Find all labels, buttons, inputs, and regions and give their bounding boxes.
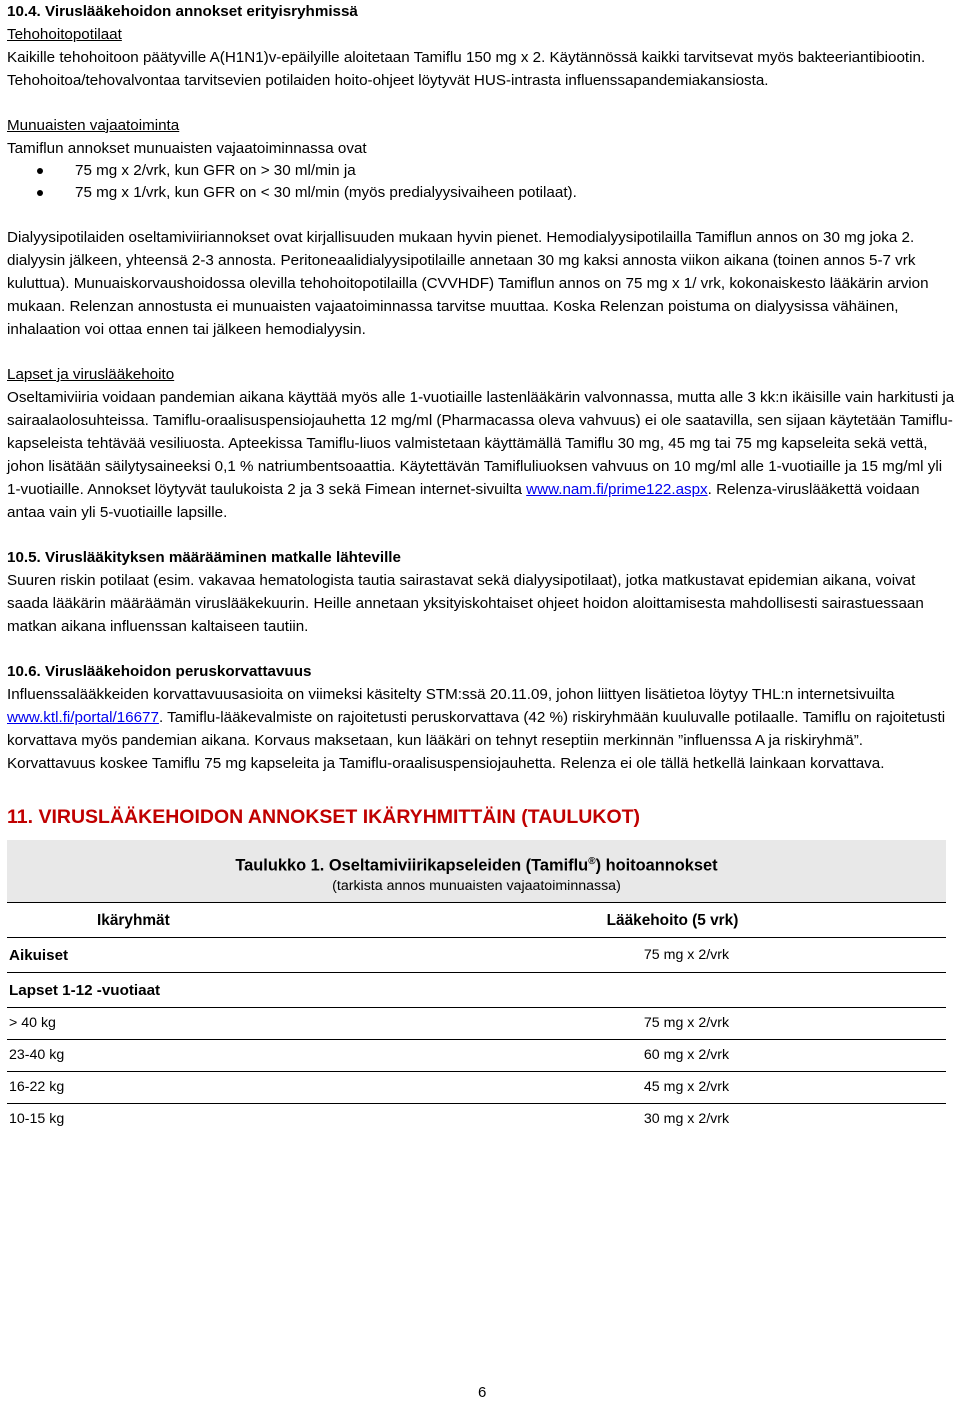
table-caption (7, 840, 946, 903)
renal-dose-list (7, 160, 955, 204)
dose-cell: 45 mg x 2/vrk (399, 1072, 946, 1104)
dose-cell: 60 mg x 2/vrk (399, 1040, 946, 1072)
age-cell: Lapset 1-12 -vuotiaat (7, 973, 399, 1008)
icu-subheading: Tehohoitopotilaat (7, 26, 122, 43)
reimbursement-paragraph (7, 683, 955, 775)
dosage-table (7, 840, 946, 1135)
dose-cell: 75 mg x 2/vrk (399, 938, 946, 973)
table-row (7, 1008, 946, 1040)
age-cell: 23-40 kg (7, 1040, 399, 1072)
fimea-link[interactable]: www.nam.fi/prime122.aspx (526, 481, 708, 498)
dialysis-paragraph: Dialyysipotilaiden oseltamiviiriannokset ovat kirjallisuuden mukaan hyvin pienet. Hemodialyysipotilailla Tamiflun annos on 30 mg joka 2. dialyysin jälkeen, yhteensä 2-3 annosta. Peritoneaalidialyysipotilaille annetaan 30 mg kaksi annosta viikon aikana (toinen annos 5-7 vrk kuluttua). Munuaiskorvaushoidossa olevilla tehohoitopotilailla (CVVHDF) Tamiflun annos on 75 mg x 1/ vrk, kokonaiskesto lääkärin arvion mukaan. Relenzan annostusta ei munuaisten vajaatoiminnassa tarvitse muuttaa. Koska Relenzan poistuma on dialyysissa vähäinen, inhalaation voi ottaa ennen tai jälkeen hemodialyysin. (7, 229, 929, 338)
children-paragraph (7, 386, 955, 524)
section-10-6-heading: 10.6. Viruslääkehoidon peruskorvattavuus (7, 663, 312, 680)
table-row (7, 1040, 946, 1072)
table-row (7, 938, 946, 973)
dose-cell: 30 mg x 2/vrk (399, 1104, 946, 1136)
renal-subheading: Munuaisten vajaatoiminta (7, 117, 180, 134)
dose-cell: 75 mg x 2/vrk (399, 1008, 946, 1040)
table-subtitle: (tarkista annos munuaisten vajaatoiminnassa) (332, 878, 621, 895)
reimbursement-text-2: . Tamiflu-lääkevalmiste on rajoitetusti peruskorvattava (42 %) riskiryhmään kuuluvalle potilaalle. Tamiflu on rajoitetusti korvattava myös pandemian aikana. Korvaus maksetaan, kun lääkäri on tehnyt reseptiin merkinnän ”influenssa A ja riskiryhmä”. Korvattavuus koskee Tamiflu 75 mg kapseleita ja Tamiflu-oraalisuspensiojauhetta. Relenza ei ole tällä hetkellä lainkaan korvattava. (7, 709, 946, 772)
table-row (7, 1072, 946, 1104)
children-subheading: Lapset ja viruslääkehoito (7, 366, 175, 383)
column-header-age: Ikäryhmät (7, 903, 399, 938)
thl-link[interactable]: www.ktl.fi/portal/16677 (7, 709, 159, 726)
table-header-row (7, 903, 946, 938)
section-10-4-heading: 10.4. Viruslääkehoidon annokset erityisryhmissä (7, 3, 358, 20)
reimbursement-text-1: Influenssalääkkeiden korvattavuusasioita on viimeksi käsitelty STM:ssä 20.11.09, johon liittyen lisätietoa löytyy THL:n internetsivuilta (7, 686, 895, 703)
table-caption-row (7, 840, 946, 903)
table-row (7, 1104, 946, 1136)
age-cell: > 40 kg (7, 1008, 399, 1040)
table-title: Taulukko 1. Oseltamiviirikapseleiden (Tamiflu®) hoitoannokset (235, 855, 718, 875)
table-row (7, 973, 946, 1008)
children-text-1: Oseltamiviiria voidaan pandemian aikana käyttää myös alle 1-vuotiaille lastenlääkärin valvonnassa, mutta alle 3 kk:n ikäisille vain harkitusti ja sairaalaolosuhteissa. Tamiflu-oraalisuspensiojauhetta 12 mg/ml (Pharmacassa oleva vahvuus) ei ole saatavilla, sen sijaan käytetään Tamiflu-kapseleista tehtävää vesiliuosta. Apteekissa Tamiflu-liuos valmistetaan käyttämällä Tamiflu 30 mg, 45 mg tai 75 mg kapseleita sekä vettä, johon lisätään säilytysaineeksi 0,1 % natriumbentsoaattia. Käytettävän Tamifluliuoksen vahvuus on 10 mg/ml alle 1-vuotiaille ja 15 mg/ml yli 1-vuotiaille. Annokset löytyvät taulukoista 2 ja 3 sekä Fimean internet-sivuilta (7, 389, 955, 498)
list-item: 75 mg x 1/vrk, kun GFR on < 30 ml/min (myös predialyysivaiheen potilaat). (7, 182, 955, 204)
section-10-5-heading: 10.5. Viruslääkityksen määrääminen matkalle lähteville (7, 549, 401, 566)
icu-paragraph: Kaikille tehohoitoon päätyville A(H1N1)v-epäilyille aloitetaan Tamiflu 150 mg x 2. Käytännössä kaikki tarvitsevat myös bakteeriantibiootin. Tehohoitoa/tehovalvontaa tarvitsevien potilaiden hoito-ohjeet löytyvät HUS-intrasta influenssapandemiakansiosta. (7, 49, 926, 89)
travel-paragraph: Suuren riskin potilaat (esim. vakavaa hematologista tautia sairastavat sekä dialyysipotilaat), jotka matkustavat epidemian aikana, voivat saada lääkärin määräämän viruslääkekuurin. Heille annetaan yksityiskohtaiset ohjeet hoidon aloittamisesta mahdollisesti sairastuessaan matkan aikana influenssan kaltaiseen tautiin. (7, 572, 924, 635)
renal-intro: Tamiflun annokset munuaisten vajaatoiminnassa ovat (7, 140, 367, 157)
list-item: 75 mg x 2/vrk, kun GFR on > 30 ml/min ja (7, 160, 955, 182)
age-cell: Aikuiset (7, 938, 399, 973)
section-11-heading: 11. VIRUSLÄÄKEHOIDON ANNOKSET IKÄRYHMITTÄIN (TAULUKOT) (7, 806, 641, 828)
age-cell: 16-22 kg (7, 1072, 399, 1104)
children-text-2: . Relenza-viruslääkettä voidaan antaa vain yli 5-vuotiaille lapsille. (7, 481, 920, 521)
age-cell: 10-15 kg (7, 1104, 399, 1136)
page-number: 6 (478, 1384, 487, 1401)
document-page (7, 0, 955, 1135)
dose-cell (399, 973, 946, 1008)
column-header-dose: Lääkehoito (5 vrk) (399, 903, 946, 938)
